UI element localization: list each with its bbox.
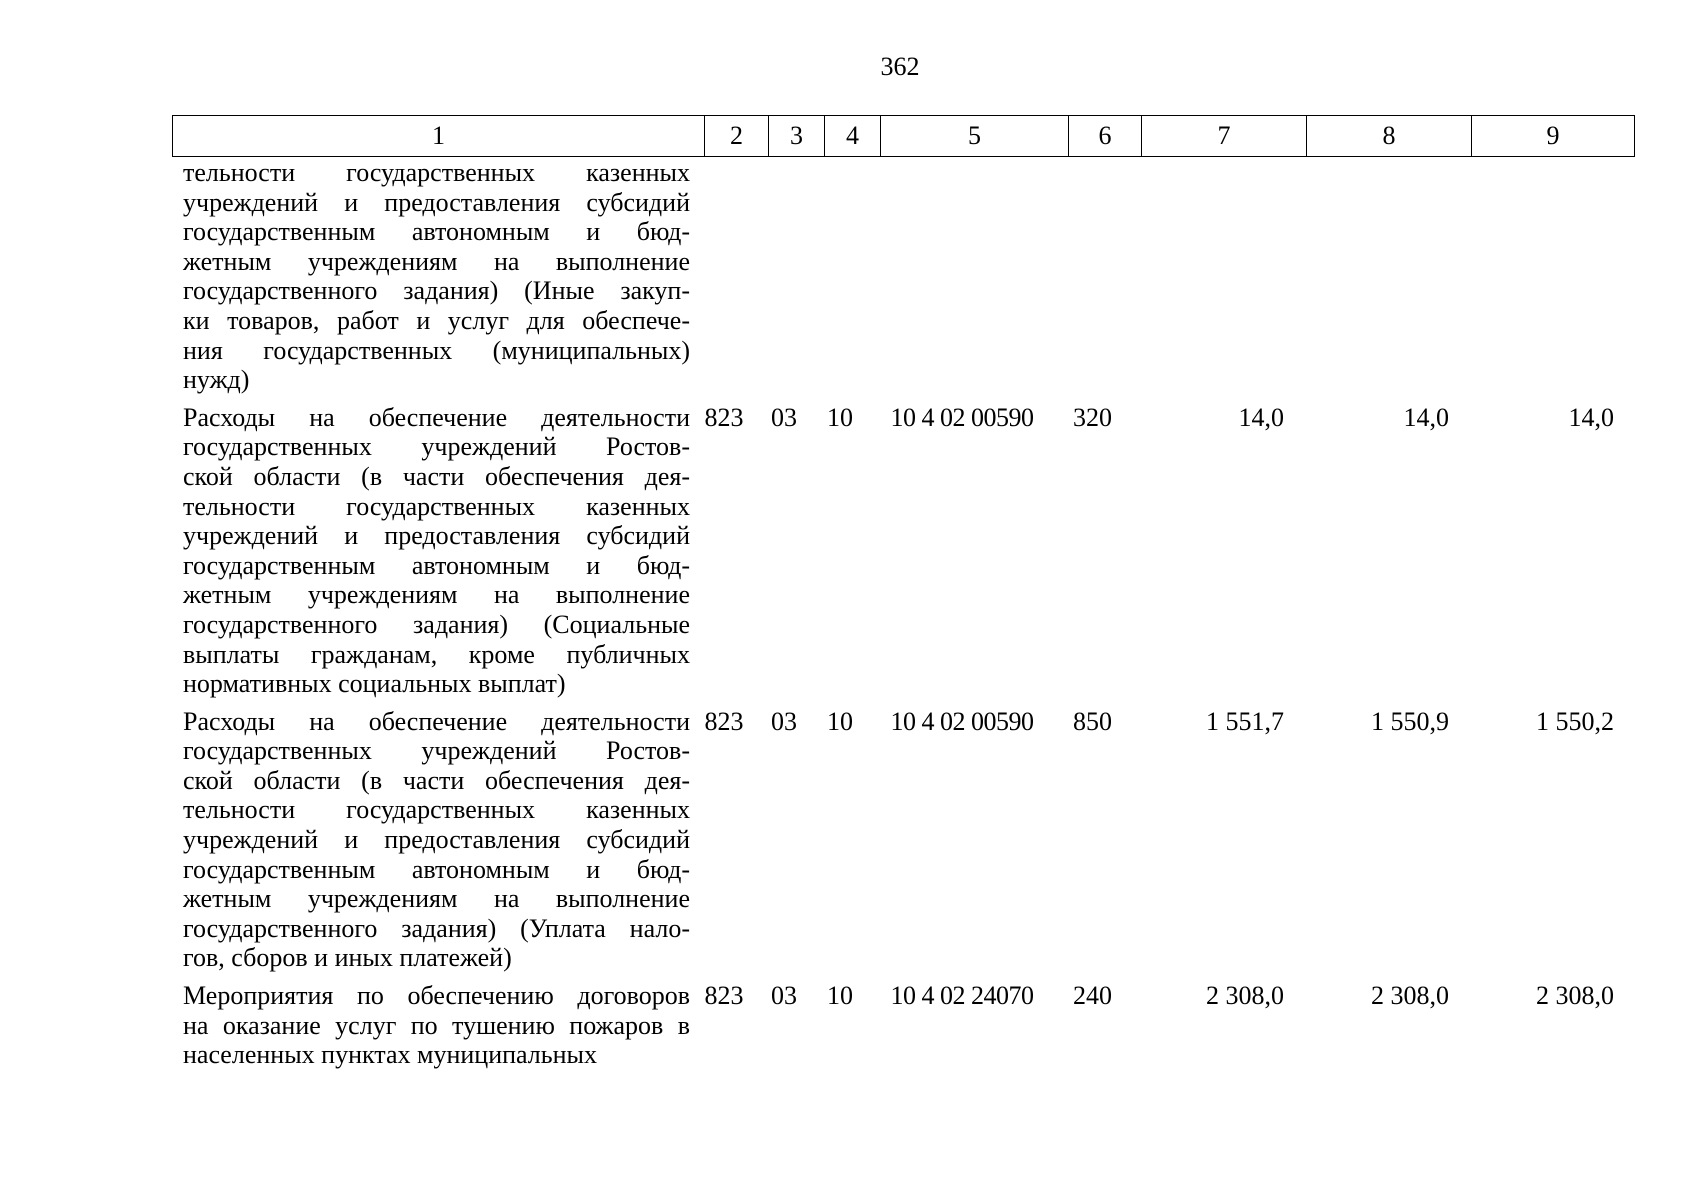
cell-col-5 — [868, 158, 1056, 395]
cell-col-9: 14,0 — [1568, 402, 1614, 432]
cell-col-7: 1 551,7 — [1206, 706, 1284, 736]
description-line: жетным учреждениям на выполнение — [183, 580, 690, 610]
description-line: Расходы на обеспечение деятельности — [183, 706, 690, 736]
header-col-6: 6 — [1069, 116, 1142, 157]
header-col-9: 9 — [1472, 116, 1635, 157]
cell-col-8: 1 550,9 — [1371, 706, 1449, 736]
cell-col-5: 10 4 02 00590 — [890, 402, 1034, 432]
description-line: нужд) — [183, 365, 250, 395]
cell-col-9 — [1459, 158, 1624, 395]
description-line: государственным автономным и бюд- — [183, 550, 690, 580]
table-header — [172, 115, 1635, 157]
description-line: жетным учреждениям на выполнение — [183, 884, 690, 914]
cell-col-5: 10 4 02 24070 — [890, 981, 1034, 1011]
cell-col-9: 1 550,2 — [1536, 706, 1614, 736]
header-col-1: 1 — [173, 116, 705, 157]
description-line: ской области (в части обеспечения дея- — [183, 461, 690, 491]
table-row — [172, 403, 1634, 699]
row-description — [172, 981, 692, 1070]
cell-col-6: 240 — [1073, 981, 1112, 1011]
description-line: государственного задания) (Социальные — [183, 609, 690, 639]
cell-col-5: 10 4 02 00590 — [890, 706, 1034, 736]
cell-col-6 — [1056, 158, 1129, 395]
cell-col-2: 823 — [704, 402, 744, 432]
description-line: нормативных социальных выплат) — [183, 669, 566, 699]
table-body — [172, 158, 1634, 1078]
description-line: выплаты гражданам, кроме публичных — [183, 639, 690, 669]
table-row — [172, 981, 1634, 1070]
cell-col-2 — [692, 158, 756, 395]
description-line: учреждений и предоставления субсидий — [183, 187, 690, 217]
cell-col-7: 14,0 — [1238, 402, 1284, 432]
description-line: государственным автономным и бюд- — [183, 854, 690, 884]
row-description — [172, 707, 692, 973]
description-line: Мероприятия по обеспечению договоров — [183, 981, 690, 1011]
header-col-7: 7 — [1142, 116, 1307, 157]
description-line: учреждений и предоставления субсидий — [183, 825, 690, 855]
description-line: ки товаров, работ и услуг для обеспече- — [183, 305, 690, 335]
header-col-2: 2 — [705, 116, 769, 157]
header-col-8: 8 — [1307, 116, 1472, 157]
cell-col-8: 2 308,0 — [1371, 981, 1449, 1011]
cell-col-2: 823 — [704, 981, 744, 1011]
table-row — [172, 707, 1634, 973]
cell-col-3: 03 — [771, 402, 797, 432]
cell-col-6: 320 — [1073, 402, 1112, 432]
cell-col-6: 850 — [1073, 706, 1112, 736]
description-line: государственного задания) (Уплата нало- — [183, 913, 690, 943]
description-line: тельности государственных казенных — [183, 491, 690, 521]
cell-col-7 — [1129, 158, 1294, 395]
header-col-3: 3 — [769, 116, 825, 157]
cell-col-9: 2 308,0 — [1536, 981, 1614, 1011]
cell-col-2: 823 — [704, 706, 744, 736]
description-line: тельности государственных казенных — [183, 795, 690, 825]
description-line: населенных пунктах муниципальных — [183, 1040, 598, 1070]
cell-col-4: 10 — [827, 706, 853, 736]
description-line: учреждений и предоставления субсидий — [183, 521, 690, 551]
description-line: ния государственных (муниципальных) — [183, 335, 690, 365]
row-description — [172, 158, 692, 395]
description-line: государственным автономным и бюд- — [183, 217, 690, 247]
description-line: ской области (в части обеспечения дея- — [183, 765, 690, 795]
cell-col-4: 10 — [827, 402, 853, 432]
description-line: тельности государственных казенных — [183, 158, 690, 187]
cell-col-4: 10 — [827, 981, 853, 1011]
page-number: 362 — [880, 52, 920, 81]
cell-col-7: 2 308,0 — [1206, 981, 1284, 1011]
table-row — [172, 158, 1634, 395]
header-col-4: 4 — [825, 116, 881, 157]
cell-col-8: 14,0 — [1403, 402, 1449, 432]
description-line: жетным учреждениям на выполнение — [183, 246, 690, 276]
description-line: гов, сборов и иных платежей) — [183, 943, 512, 973]
cell-col-3: 03 — [771, 706, 797, 736]
cell-col-3: 03 — [771, 981, 797, 1011]
description-line: государственного задания) (Иные закуп- — [183, 276, 690, 306]
cell-col-3 — [756, 158, 812, 395]
description-line: Расходы на обеспечение деятельности — [183, 402, 690, 432]
description-line: на оказание услуг по тушению пожаров в — [183, 1010, 690, 1040]
row-description — [172, 403, 692, 699]
description-line: государственных учреждений Ростов- — [183, 736, 690, 766]
cell-col-8 — [1294, 158, 1459, 395]
cell-col-4 — [812, 158, 868, 395]
description-line: государственных учреждений Ростов- — [183, 432, 690, 462]
header-col-5: 5 — [881, 116, 1069, 157]
